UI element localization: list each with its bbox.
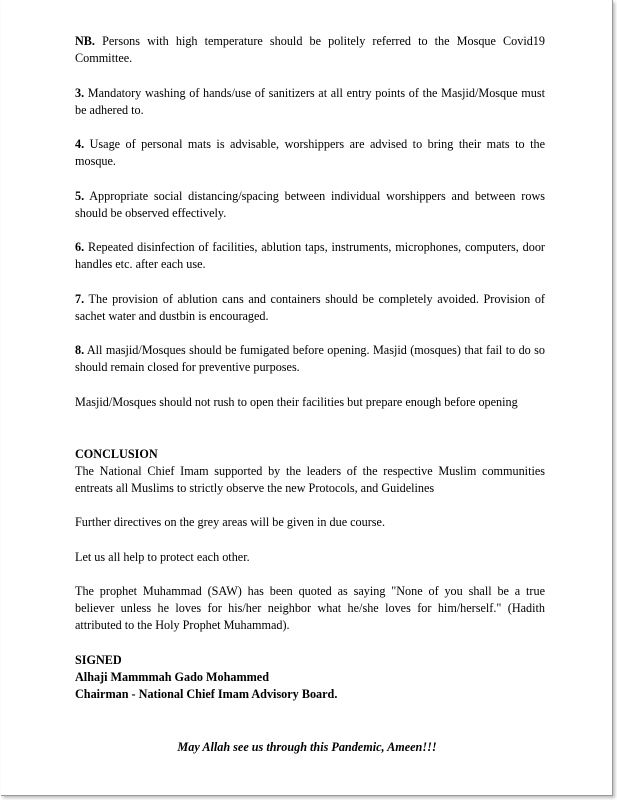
protocol-item-3 [75,85,545,119]
signatory-title: Chairman - National Chief Imam Advisory Board. [75,686,338,701]
item-label: NB. [75,34,95,48]
closing-prayer: May Allah see us through this Pandemic, Ameen!!! [177,740,437,754]
conclusion-paragraph-2: Further directives on the grey areas will be given in due course. [75,515,386,529]
item-text: Appropriate social distancing/spacing between individual worshippers and between rows should be observed effectively. [75,188,545,220]
item-text: The provision of ablution cans and containers should be completely avoided. Provision of sachet water and dustbin is encouraged. [75,291,545,323]
conclusion-heading: CONCLUSION [75,446,158,461]
protocol-item-5 [75,188,545,222]
conclusion-paragraph-1: The National Chief Imam supported by the leaders of the respective Muslim communities entreats all Muslims to strictly observe the new Protocols, and Guidelines [75,463,545,495]
signatory-name: Alhaji Mammmah Gado Mohammed [75,669,269,684]
conclusion-paragraph-4: The prophet Muhammad (SAW) has been quoted as saying "None of you shall be a true believer unless he loves for his/her neighbor what he/she loves for him/herself." (Hadith attributed to the Holy Prophet Muhammad). [75,584,545,632]
item-text: Mandatory washing of hands/use of sanitizers at all entry points of the Masjid/Mosque must be adhered to. [75,85,545,117]
item-label: 3. [75,85,85,100]
protocol-item-8 [75,342,545,376]
document-body [75,33,545,703]
protocol-item-4 [75,136,545,170]
item-text: Persons with high temperature should be politely referred to the Mosque Covid19 Committee. [75,34,545,65]
item-text: All masjid/Mosques should be fumigated before opening. Masjid (mosques) that fail to do so should remain closed for preventive purposes. [75,343,545,374]
item-label: 6. [75,240,85,254]
item-label: 7. [75,291,85,306]
protocol-item-6 [75,239,545,273]
nb-item [75,33,545,67]
item-label: 5. [75,188,85,203]
conclusion-paragraph-3: Let us all help to protect each other. [75,549,250,564]
opening-note: Masjid/Mosques should not rush to open their facilities but prepare enough before opening [75,394,518,409]
item-text: Usage of personal mats is advisable, worshippers are advised to bring their mats to the mosque. [75,137,545,168]
signed-heading: SIGNED [75,652,122,667]
item-label: 4. [75,137,85,151]
signature-block [75,652,545,703]
item-text: Repeated disinfection of facilities, ablution taps, instruments, microphones, computers, door handles etc. after each use. [75,240,545,271]
document-page [1,0,613,796]
protocol-item-7 [75,291,545,325]
item-label: 8. [75,343,85,357]
